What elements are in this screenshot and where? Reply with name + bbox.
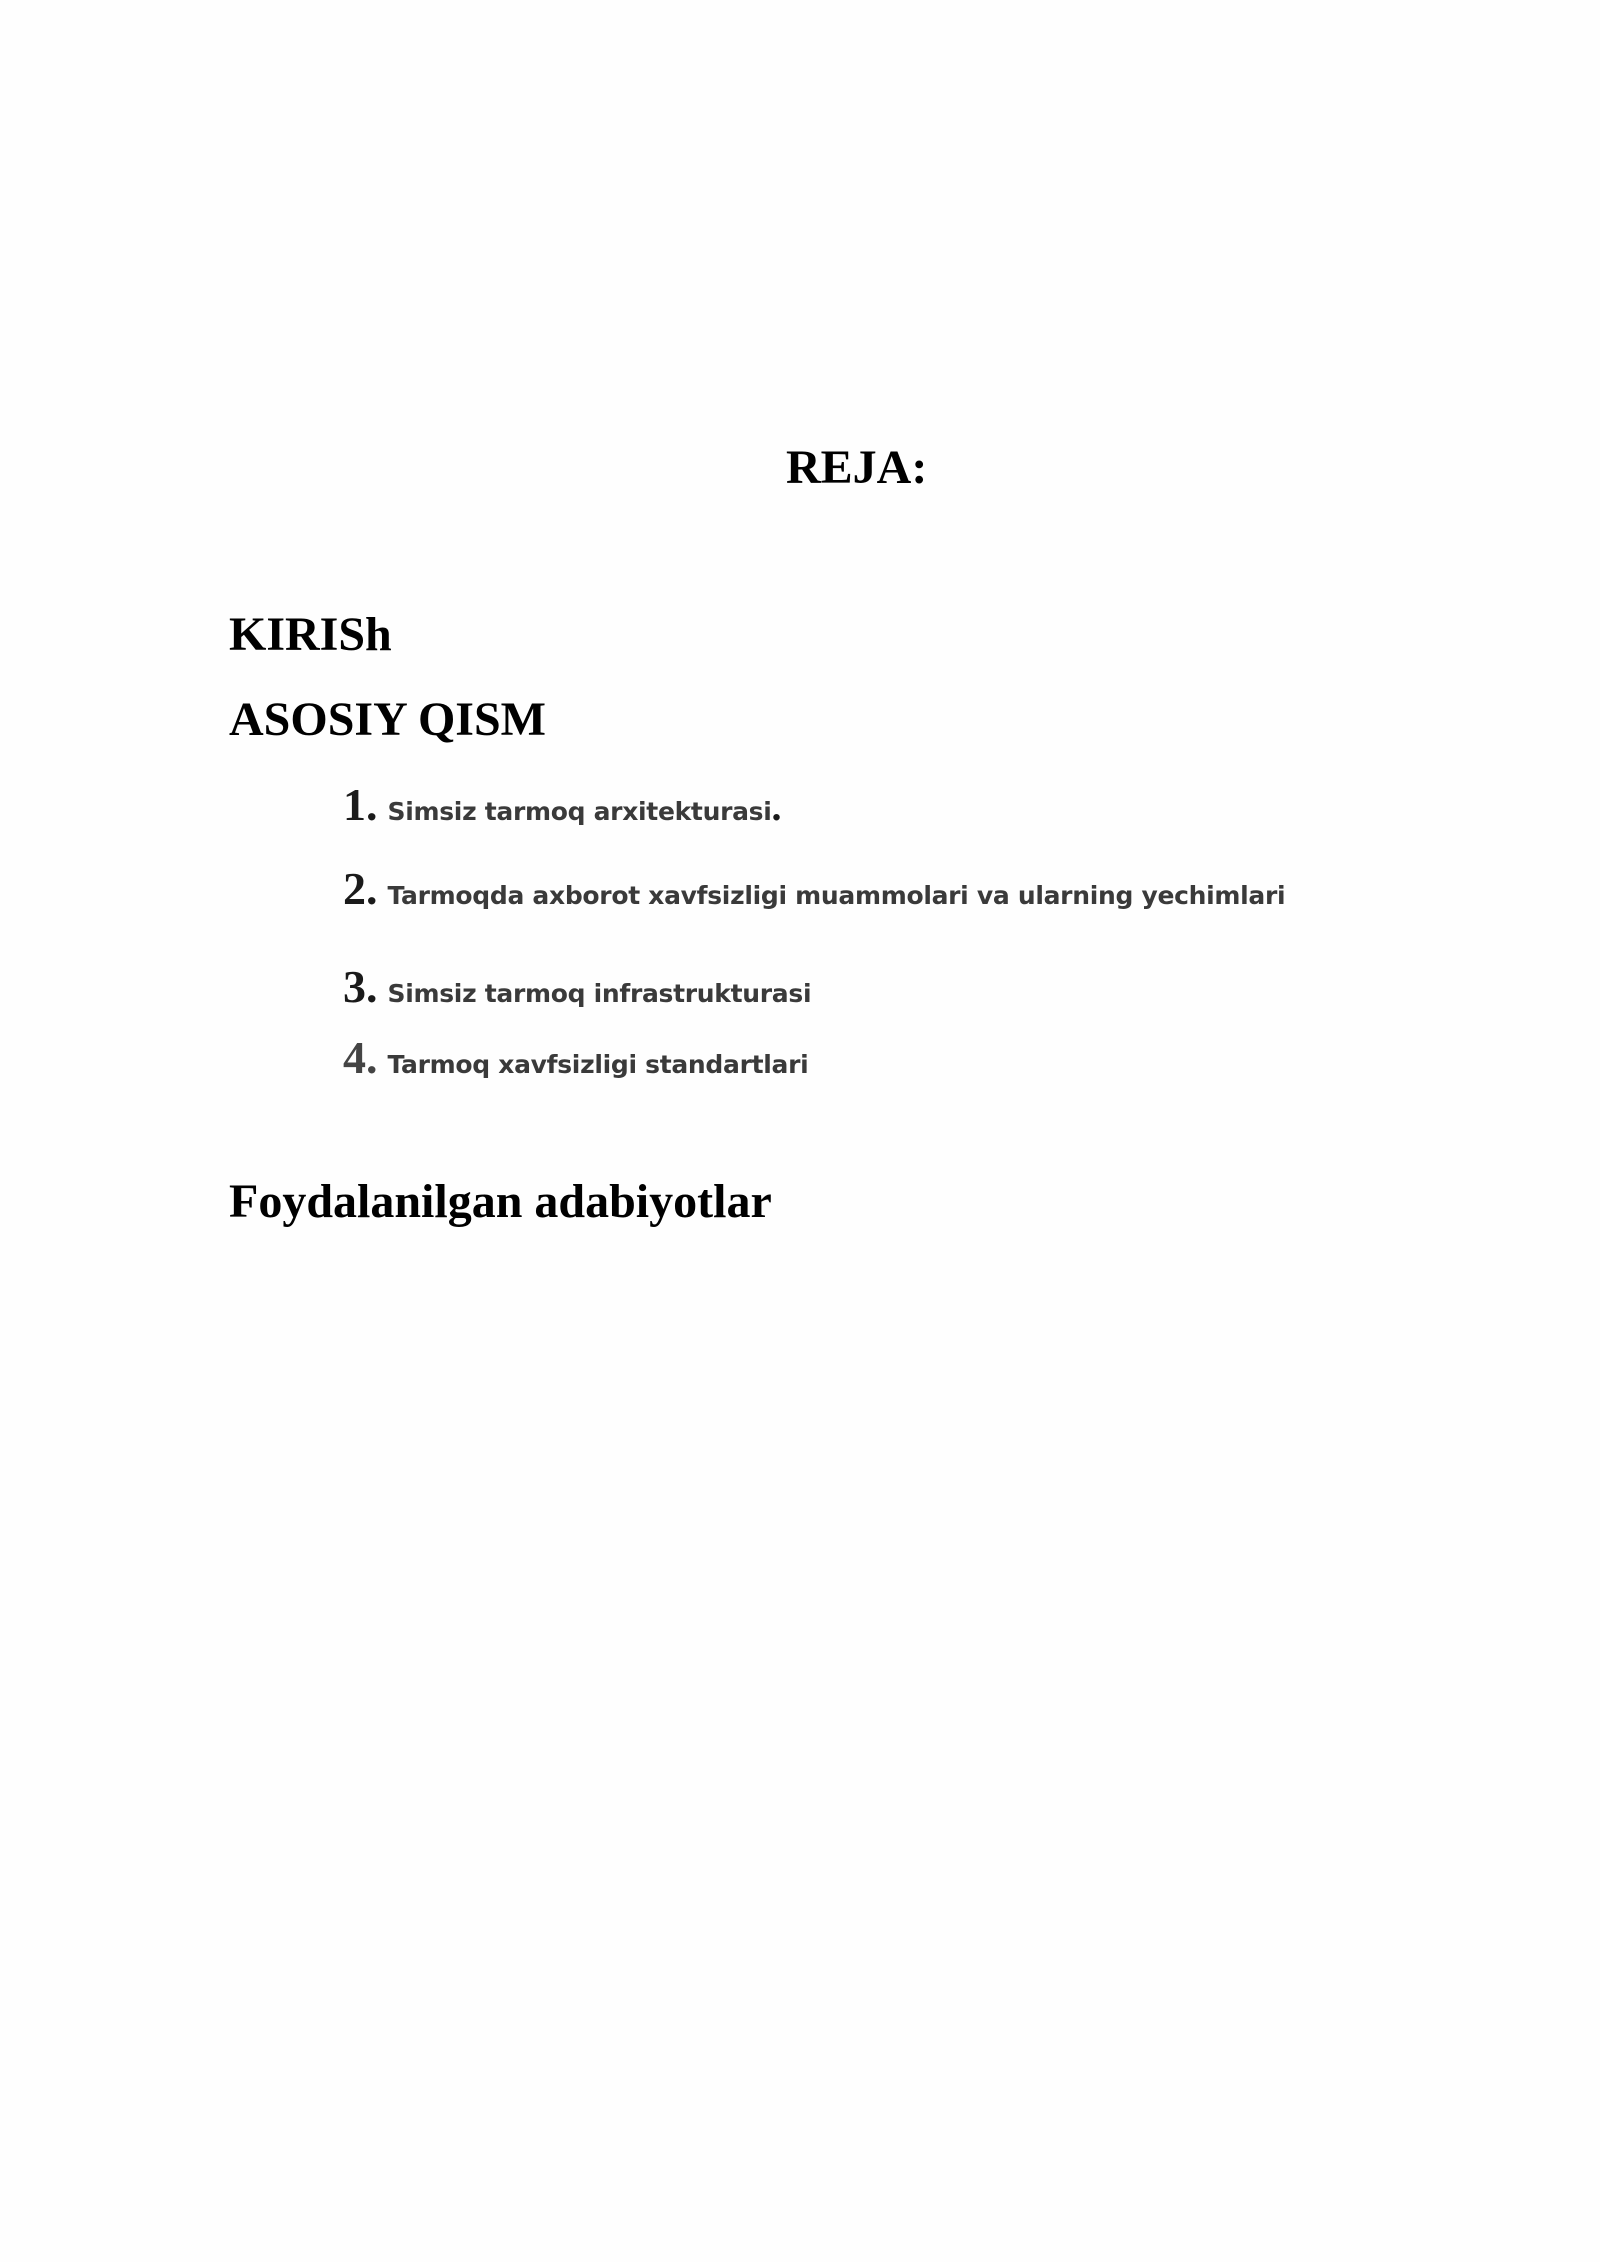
plan-item-text: Simsiz tarmoq arxitekturasi [387,797,772,826]
plan-item-2 [343,862,1285,915]
plan-item-trailing-dot: . [771,784,782,829]
section-heading-intro: KIRISh [229,608,392,661]
page-title: REJA: [786,441,928,494]
plan-item-1 [343,778,782,831]
section-heading-main: ASOSIY QISM [229,693,546,746]
plan-item-number: 3. [343,961,378,1012]
plan-item-text: Tarmoq xavfsizligi standartlari [387,1050,809,1079]
plan-item-number: 4. [343,1032,378,1083]
plan-item-4 [343,1031,808,1084]
plan-item-number: 1. [343,779,378,830]
section-heading-references: Foydalanilgan adabiyotlar [229,1175,772,1228]
plan-item-text: Tarmoqda axborot xavfsizligi muammolari va ularning yechimlari [387,881,1286,910]
plan-item-text: Simsiz tarmoq infrastrukturasi [387,979,812,1008]
plan-item-3 [343,960,811,1013]
plan-item-number: 2. [343,863,378,914]
